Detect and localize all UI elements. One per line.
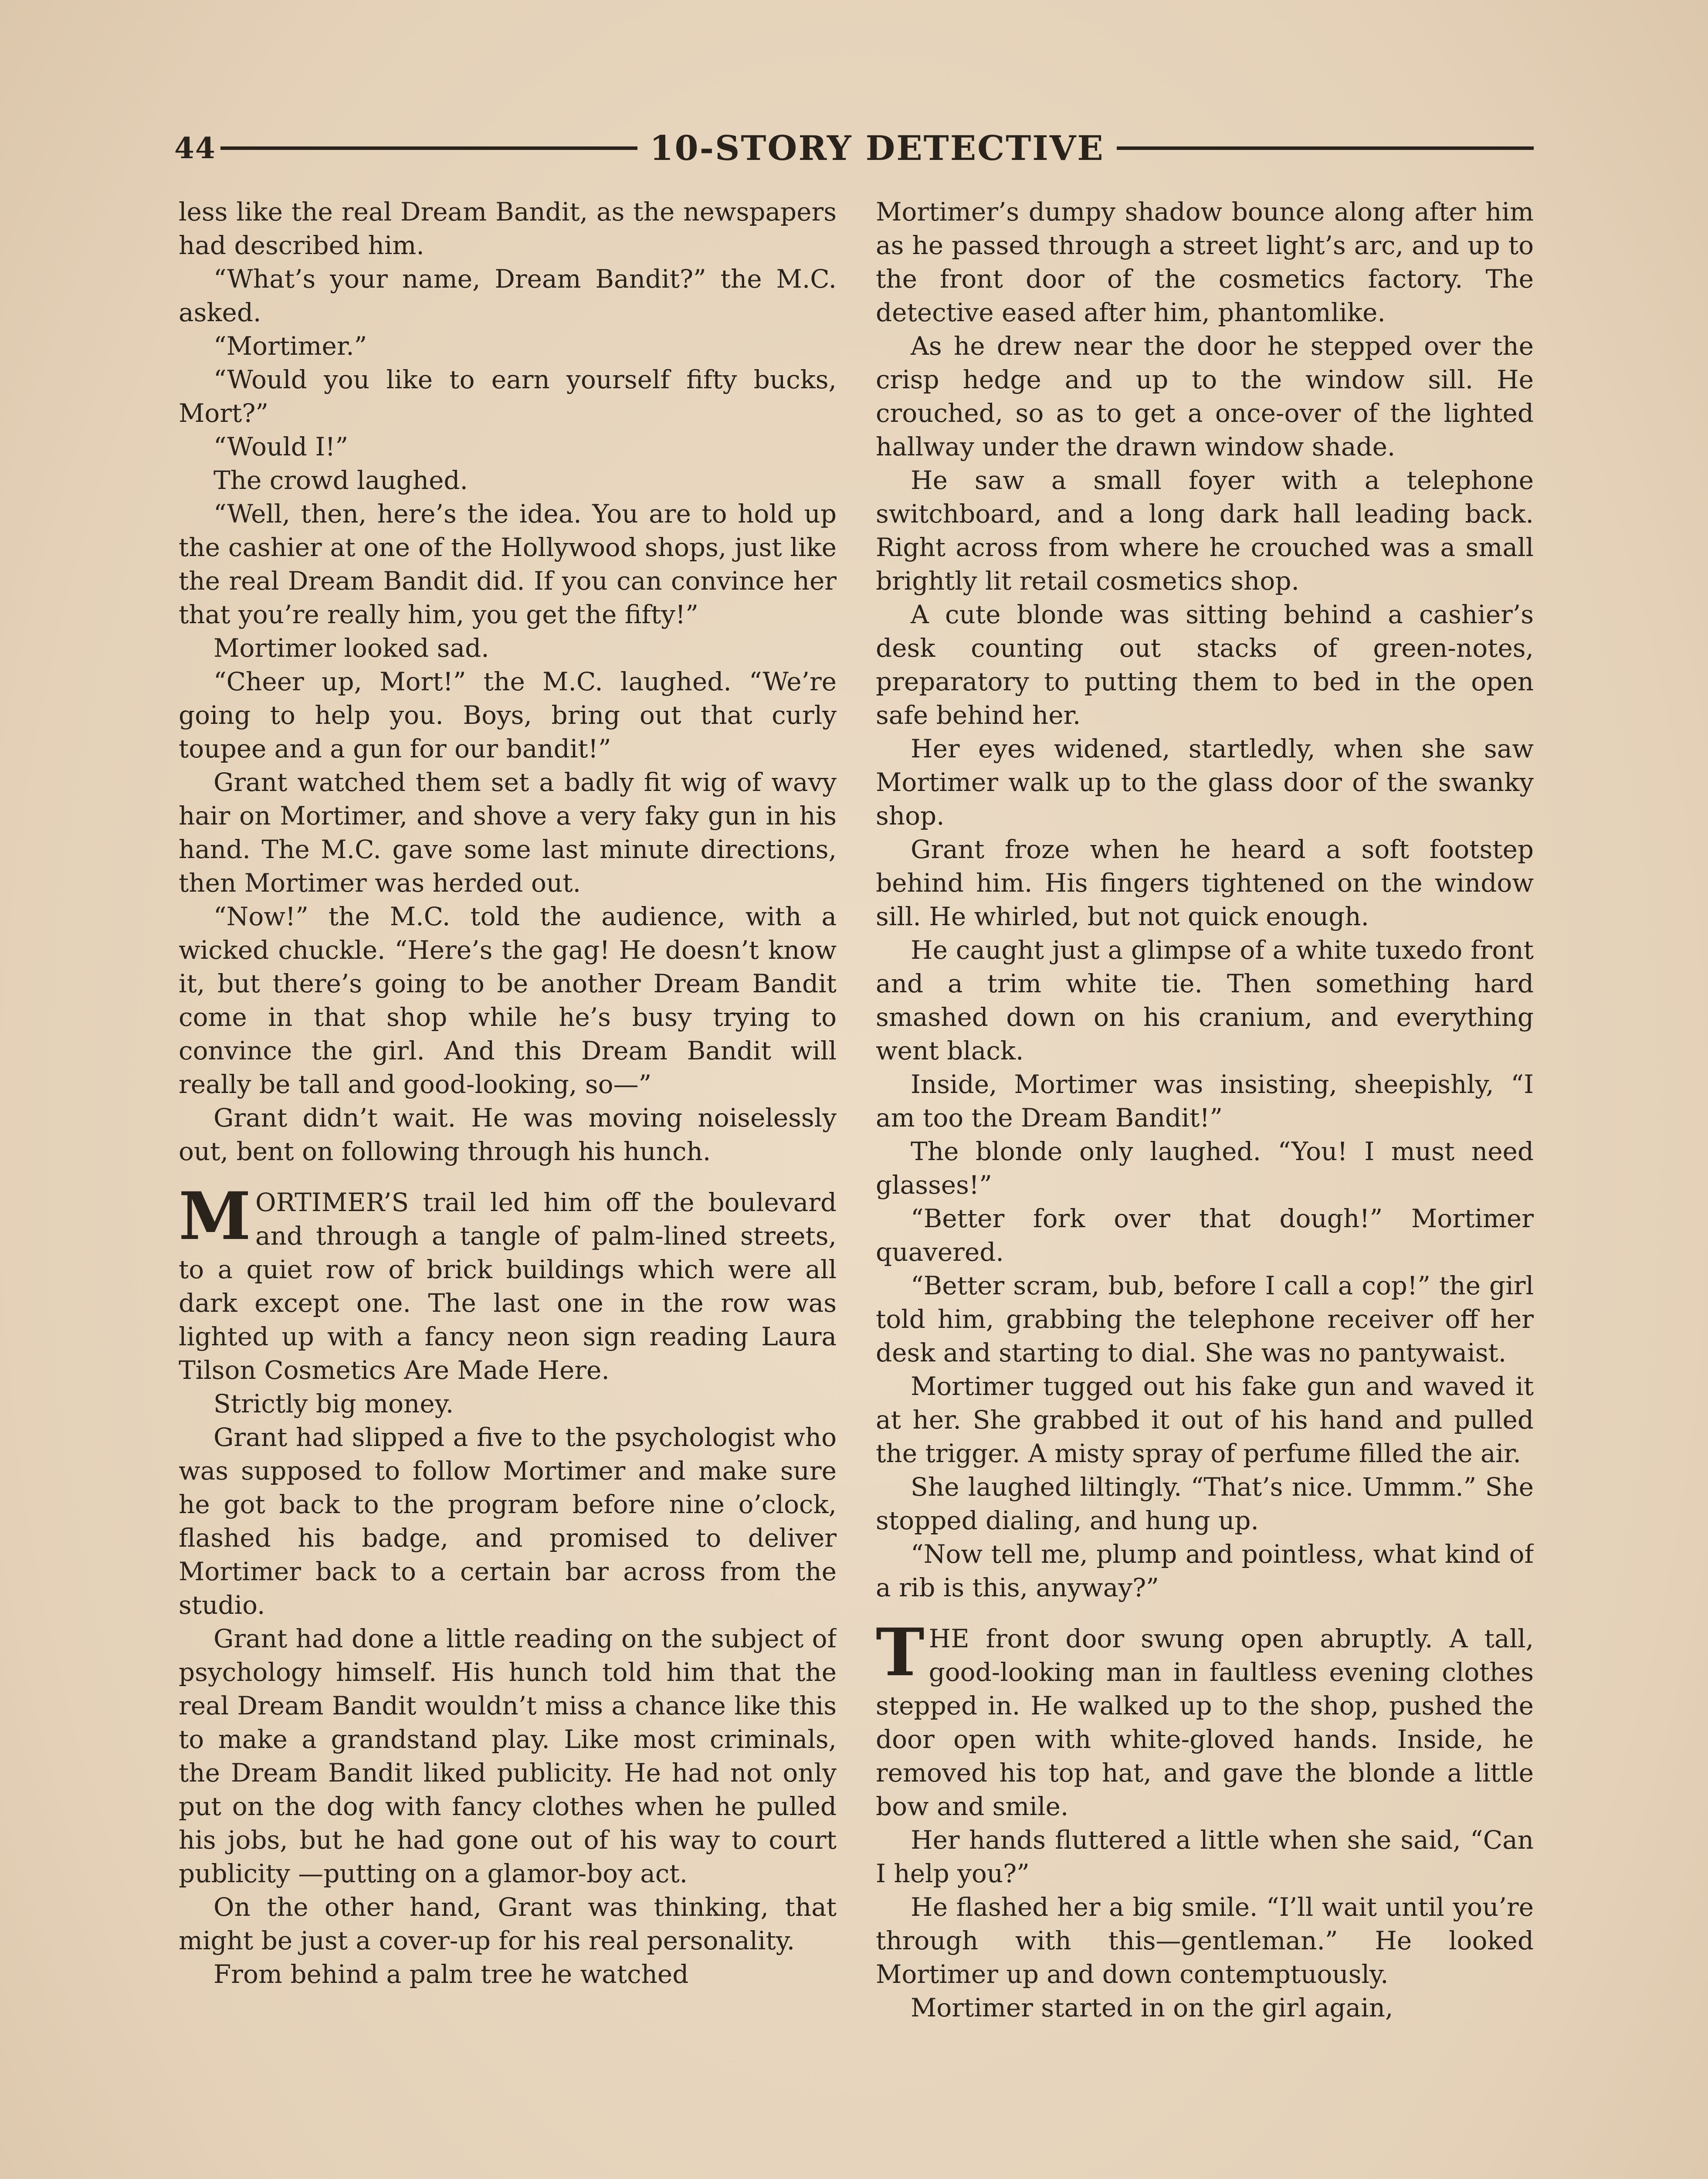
paragraph: On the other hand, Grant was thinking, that might be just a cover-up for his real personality. <box>179 1892 837 1955</box>
paragraph: “Cheer up, Mort!” the M.C. laughed. “We’re going to help you. Boys, bring out that curly toupee and a gun for our bandit!” <box>179 667 837 764</box>
paragraph: “Would you like to earn yourself fifty bucks, Mort?” <box>179 365 837 428</box>
paragraph: “Now tell me, plump and pointless, what kind of a rib is this, anyway?” <box>876 1539 1534 1602</box>
paragraph: She laughed liltingly. “That’s nice. Ummm.” She stopped dialing, and hung up. <box>876 1472 1534 1535</box>
paragraph: “What’s your name, Dream Bandit?” the M.C. asked. <box>179 264 837 327</box>
paragraph: “Now!” the M.C. told the audience, with a wicked chuckle. “Here’s the gag! He doesn’t know it, but there’s going to be another Dream Bandit come in that shop while he’s busy trying to convince the girl. And this Dream Bandit will really be tall and good-looking, so—” <box>179 902 837 1099</box>
paragraph: The blonde only laughed. “You! I must need glasses!” <box>876 1137 1534 1200</box>
paragraph: He saw a small foyer with a telephone switchboard, and a long dark hall leading back. Right across from where he crouched was a small brightly lit retail cosmetics shop. <box>876 465 1534 596</box>
section-paragraph <box>179 1178 837 1387</box>
paragraph: less like the real Dream Bandit, as the newspapers had described him. <box>179 197 837 260</box>
paragraph: From behind a palm tree he watched <box>214 1959 689 1989</box>
paragraph: Her eyes widened, startledly, when she saw Mortimer walk up to the glass door of the swanky shop. <box>876 734 1534 831</box>
paragraph: Mortimer’s dumpy shadow bounce along after him as he passed through a street light’s arc, and up to the front door of the cosmetics factory. The detective eased after him, phantomlike. <box>876 197 1534 327</box>
paragraph-text: HE front door swung open abruptly. A tall, good-looking man in faultless evening clothes stepped in. He walked up to the shop, pushed the door open with white-gloved hands. Inside, he removed his top hat, and gave the blonde a little bow and smile. <box>876 1624 1534 1821</box>
paragraph: Grant didn’t wait. He was moving noiselessly out, bent on following through his hunch. <box>179 1103 837 1166</box>
header-rule-right <box>1117 146 1534 150</box>
paragraph: Mortimer looked sad. <box>214 633 489 663</box>
paragraph-text: ORTIMER’S trail led him off the boulevard and through a tangle of palm-lined streets, to a quiet row of brick buildings which were all dark except one. The last one in the row was lighted up with a fancy neon sign reading Laura Tilson Cosmetics Are Made Here. <box>179 1188 837 1385</box>
paragraph: Mortimer tugged out his fake gun and waved it at her. She grabbed it out of his hand and pulled the trigger. A misty spray of perfume filled the air. <box>876 1371 1534 1468</box>
paragraph: Mortimer started in on the girl again, <box>911 1993 1393 2023</box>
paragraph: Inside, Mortimer was insisting, sheepishly, “I am too the Dream Bandit!” <box>876 1069 1534 1133</box>
paragraph: Strictly big money. <box>214 1389 454 1419</box>
left-column <box>179 195 837 2179</box>
magazine-title: 10-STORY DETECTIVE <box>650 128 1105 168</box>
paragraph: “Mortimer.” <box>214 331 367 361</box>
drop-cap: M <box>179 1178 251 1255</box>
section-paragraph <box>876 1614 1534 1823</box>
paragraph: A cute blonde was sitting behind a cashier’s desk counting out stacks of green-notes, preparatory to putting them to bed in the open safe behind her. <box>876 600 1534 730</box>
paragraph: He caught just a glimpse of a white tuxedo front and a trim white tie. Then something hard smashed down on his cranium, and everything went black. <box>876 935 1534 1066</box>
header-rule-left <box>220 146 637 150</box>
paragraph: “Better fork over that dough!” Mortimer quavered. <box>876 1204 1534 1267</box>
paragraph: He flashed her a big smile. “I’ll wait until you’re through with this—gentleman.” He looked Mortimer up and down contemptuously. <box>876 1892 1534 1989</box>
paragraph: Grant watched them set a badly fit wig of wavy hair on Mortimer, and shove a very faky gun in his hand. The M.C. gave some last minute directions, then Mortimer was herded out. <box>179 767 837 898</box>
paragraph: Grant had done a little reading on the subject of psychology himself. His hunch told him that the real Dream Bandit wouldn’t miss a chance like this to make a grandstand play. Like most criminals, the Dream Bandit liked publicity. He had not only put on the dog with fancy clothes when he pulled his jobs, but he had gone out of his way to court publicity —putting on a glamor-boy act. <box>179 1624 837 1888</box>
right-column <box>876 195 1534 2179</box>
page-header <box>174 127 1534 169</box>
page-number: 44 <box>174 131 216 165</box>
paragraph: The crowd laughed. <box>214 465 468 495</box>
paragraph: Grant froze when he heard a soft footstep behind him. His fingers tightened on the window sill. He whirled, but not quick enough. <box>876 835 1534 931</box>
paragraph: Grant had slipped a five to the psychologist who was supposed to follow Mortimer and make sure he got back to the program before nine o’clock, flashed his badge, and promised to deliver Mortimer back to a certain bar across from the studio. <box>179 1422 837 1620</box>
drop-cap: T <box>876 1614 925 1691</box>
paragraph: “Better scram, bub, before I call a cop!” the girl told him, grabbing the telephone receiver off her desk and starting to dial. She was no pantywaist. <box>876 1271 1534 1368</box>
paragraph: As he drew near the door he stepped over the crisp hedge and up to the window sill. He crouched, so as to get a once-over of the lighted hallway under the drawn window shade. <box>876 331 1534 462</box>
paragraph: “Would I!” <box>214 432 349 462</box>
paragraph: “Well, then, here’s the idea. You are to hold up the cashier at one of the Hollywood shops, just like the real Dream Bandit did. If you can convince her that you’re really him, you get the fifty!” <box>179 499 837 629</box>
paragraph: Her hands fluttered a little when she said, “Can I help you?” <box>876 1825 1534 1888</box>
